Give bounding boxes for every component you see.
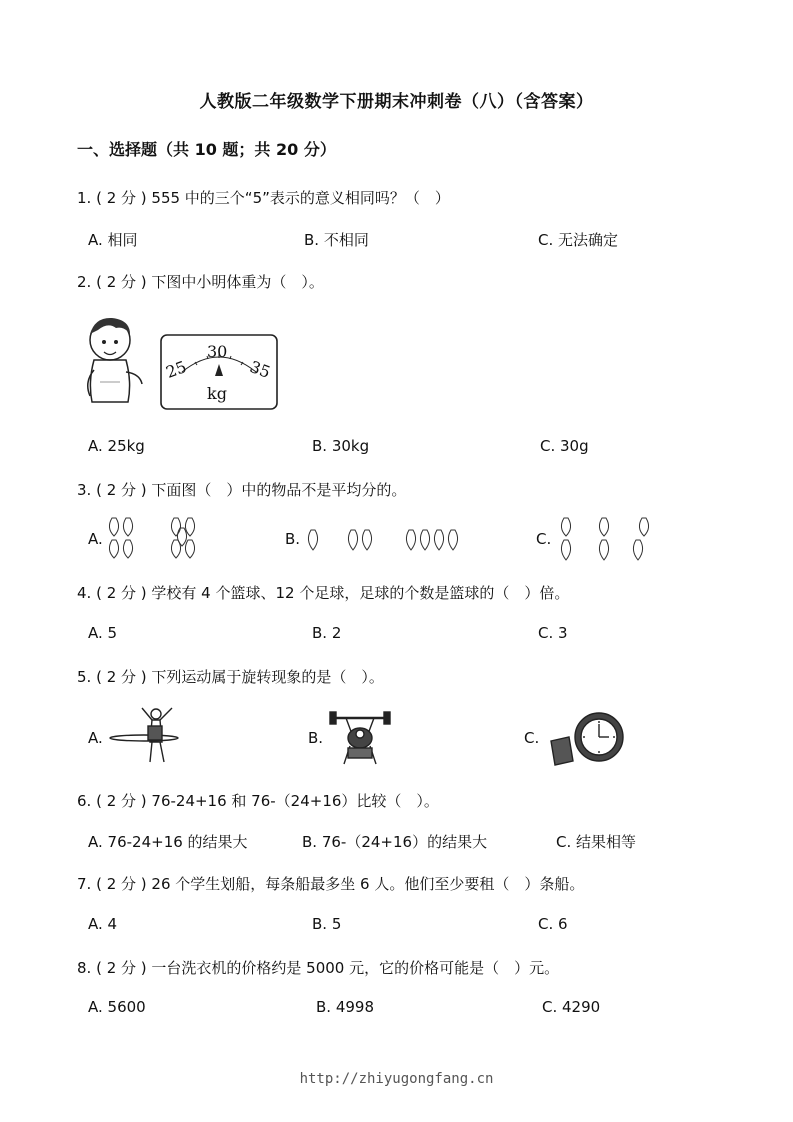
question-4-stem: 4. ( 2 分 ) 学校有 4 个篮球、12 个足球，足球的个数是篮球的（ ）倍。 <box>77 584 570 602</box>
page-title: 人教版二年级数学下册期末冲刺卷（八）（含答案） <box>199 92 594 112</box>
question-8-option-c: C. 4290 <box>542 998 601 1016</box>
question-2-option-c: C. 30g <box>540 437 589 455</box>
question-2-option-b: B. 30kg <box>312 437 370 455</box>
scale-tick-30: 30 <box>207 342 228 361</box>
question-7-option-c: C. 6 <box>538 915 568 933</box>
strawberry-groups-c <box>556 514 660 562</box>
question-3-stem: 3. ( 2 分 ) 下面图（ ）中的物品不是平均分的。 <box>77 481 407 499</box>
question-2-stem: 2. ( 2 分 ) 下图中小明体重为（ ）。 <box>77 273 324 291</box>
question-3-option-b: B. <box>285 530 301 548</box>
scale-unit: kg <box>207 384 227 403</box>
question-7-stem: 7. ( 2 分 ) 26 个学生划船，每条船最多坐 6 人。他们至少要租（ ）条船。 <box>77 875 585 893</box>
question-5-option-c: C. <box>524 729 540 747</box>
question-1-stem: 1. ( 2 分 ) 555 中的三个“5”表示的意义相同吗？（ ） <box>77 189 450 207</box>
weightlifter-illustration <box>330 708 390 766</box>
question-4-option-a: A. 5 <box>88 624 118 642</box>
question-8-option-a: A. 5600 <box>88 998 146 1016</box>
footer-url: http://zhiyugongfang.cn <box>299 1071 494 1087</box>
question-7-option-a: A. 4 <box>88 915 118 933</box>
question-1-option-a: A. 相同 <box>88 231 138 249</box>
question-5-option-a: A. <box>88 729 103 747</box>
hula-hoop-illustration <box>108 706 184 766</box>
question-1-option-c: C. 无法确定 <box>538 231 619 249</box>
boy-illustration <box>80 312 150 412</box>
strawberry-groups-a <box>104 514 216 560</box>
question-1-option-b: B. 不相同 <box>304 231 369 249</box>
question-7-option-b: B. 5 <box>312 915 342 933</box>
scale-tick-35: 35 <box>247 357 273 382</box>
question-3-option-c: C. <box>536 530 552 548</box>
strawberry-groups-b <box>305 526 465 552</box>
question-6-option-c: C. 结果相等 <box>556 833 637 851</box>
question-6-stem: 6. ( 2 分 ) 76-24+16 和 76-（24+16）比较（ ）。 <box>77 792 439 810</box>
question-8-stem: 8. ( 2 分 ) 一台洗衣机的价格约是 5000 元，它的价格可能是（ ）元。 <box>77 959 560 977</box>
question-6-option-b: B. 76-（24+16）的结果大 <box>302 833 488 851</box>
question-8-option-b: B. 4998 <box>316 998 375 1016</box>
question-6-option-a: A. 76-24+16 的结果大 <box>88 833 248 851</box>
clock-illustration <box>545 707 625 767</box>
question-2-option-a: A. 25kg <box>88 437 145 455</box>
section-heading: 一、选择题（共 10 题；共 20 分） <box>77 140 336 159</box>
question-5-option-b: B. <box>308 729 324 747</box>
question-4-option-b: B. 2 <box>312 624 342 642</box>
question-5-stem: 5. ( 2 分 ) 下列运动属于旋转现象的是（ ）。 <box>77 668 384 686</box>
scale-tick-25: 25 <box>163 357 189 382</box>
question-4-option-c: C. 3 <box>538 624 568 642</box>
question-3-option-a: A. <box>88 530 103 548</box>
